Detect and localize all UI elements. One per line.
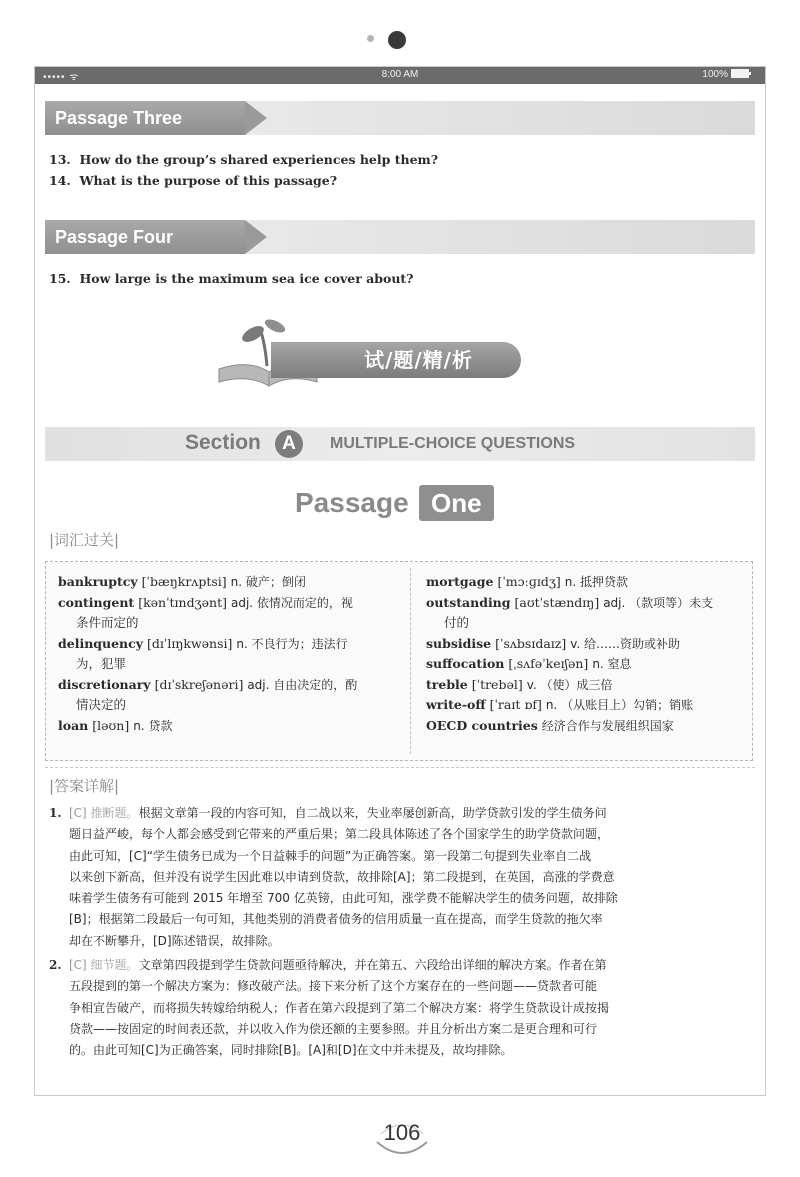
signal-indicator: ••••• ᯤ [43,72,80,83]
question-text: What is the purpose of this passage? [79,173,338,188]
vocab-item: subsidise [ˈsʌbsɪdaɪz] v. 给……资助或补助 [426,635,681,651]
answer-tag: [C] 推断题。 [69,806,139,820]
vocab-item-continuation: 付的 [444,615,470,630]
vocab-item: suffocation [ˌsʌfəˈkeɪʃən] n. 窒息 [426,656,632,671]
question-number: 14. [49,173,71,188]
question-text: How large is the maximum sea ice cover about? [79,271,414,286]
passage-four-label: Passage Four [45,220,245,254]
question-text: How do the group’s shared experiences help them? [79,152,439,167]
vocab-item: contingent [kənˈtɪndʒənt] adj. 依情况而定的，视 [58,594,353,610]
status-time: 8:00 AM [381,69,419,80]
vocab-heading: |词汇过关| [49,531,120,549]
vocab-item: outstanding [aʊtˈstændɪŋ] adj. （款项等）未支 [426,594,714,610]
tablet-screen [34,66,766,1096]
analysis-title: 试/题/精/析 [271,342,521,378]
vocab-item: bankruptcy [ˈbæŋkrʌptsi] n. 破产；倒闭 [58,574,306,589]
answer-number: 1. [49,806,62,820]
passage-four-header [45,220,755,254]
section-a-header [45,427,755,461]
vocab-item-continuation: 条件而定的 [76,615,139,630]
question-number: 15. [49,271,71,286]
vocab-item: mortgage [ˈmɔːɡɪdʒ] n. 抵押贷款 [426,574,628,589]
page-number: 106 [373,1112,431,1162]
answer-body: [C] 细节题。文章第四段提到学生贷款问题亟待解决，并在第五、六段给出详细的解决方案。作者在第 五段提到的第一个解决方案为：修改破产法。接下来分析了这个方案存在的一些问题——贷款者可能 争相宣告破产，而将损失转嫁给纳税人；作者在第六段提到了第二个解决方案：将学生贷款设计成按揭 贷款——按固定的时间表还款，并以收入作为偿还额的主要参照。并且分析出方案二是更合理和可行 的。由此可知[C]为正确答案，同时排除[B]。[A]和[D]在文中并未提及，故均排除。 [69,958,610,1058]
vocab-item: loan [ləʊn] n. 贷款 [58,717,173,733]
question-number: 13. [49,152,71,167]
vocab-item-continuation: 情决定的 [76,697,127,712]
vocab-right-column [426,572,746,736]
answer-tag: [C] 细节题。 [69,958,139,972]
passage-three-label: Passage Three [45,101,245,135]
answer-divider [45,767,755,768]
battery-icon [731,69,749,78]
vocab-left-column [58,572,398,736]
vocab-item: write-off [ˈraɪt ɒf] n. （从账目上）勾销；销账 [426,697,694,712]
question-13 [49,152,438,167]
question-14 [49,173,337,188]
section-title: MULTIPLE-CHOICE QUESTIONS [330,435,576,452]
answer-number: 2. [49,958,62,972]
vocabulary-box [45,561,753,761]
passage-number: One [419,485,494,521]
vocab-divider [410,568,411,754]
section-word: Section [185,431,261,454]
answer-body: [C] 推断题。根据文章第一段的内容可知，自二战以来，失业率屡创新高，助学贷款引发的学生债务问 题日益严峻，每个人都会感受到它带来的严重后果；第二段具体陈述了各个国家学生的助学贷款问题， 由此可知，[C]“学生债务已成为一个日益棘手的问题”为正确答案。第一段第二句提到失业率自二战 以来创下新高，但并没有说学生因此难以申请到贷款，故排除[A]；第二段提到，在英国，高涨的学费意 味着学生债务有可能到 2015 年增至 700 亿英镑，由此可知，涨学费不能解决学生的债务问题，故排除 [B]；根据第二段最后一句可知，其他类别的消费者债务的信用质量一直在提高，而学生贷款的拖欠率 却在不断攀升，[D]陈述错误，故排除。 [69,806,618,948]
status-bar [35,67,765,84]
camera-dot [367,35,374,42]
question-15 [49,271,414,286]
vocab-item-continuation: 为，犯罪 [76,656,127,671]
analysis-banner [201,314,531,389]
passage-three-header [45,101,755,135]
answer-heading: |答案详解| [49,777,120,795]
vocab-item: treble [ˈtrebəl] v. （使）成三倍 [426,676,613,692]
camera-lens [388,31,406,49]
section-letter: A [275,430,303,458]
vocab-item: OECD countries 经济合作与发展组织国家 [426,717,674,733]
passage-word: Passage [295,487,409,518]
battery-percent: 100% [702,69,728,80]
vocab-item: discretionary [dɪˈskreʃənəri] adj. 自由决定的，酌 [58,676,358,692]
battery-indicator [702,69,749,80]
vocab-item: delinquency [dɪˈlɪŋkwənsi] n. 不良行为；违法行 [58,635,348,651]
